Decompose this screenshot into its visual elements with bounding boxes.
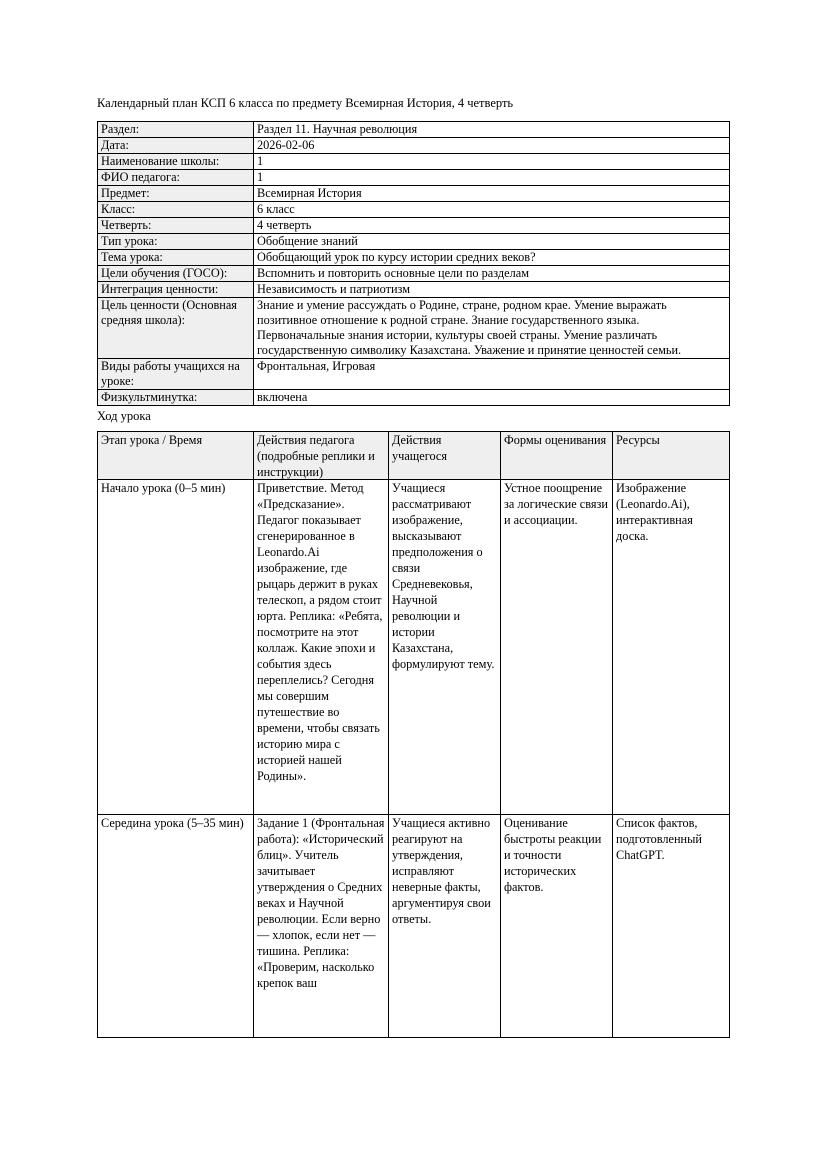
lesson-table-header-row [98,432,730,480]
info-row-value: Обобщение знаний [254,234,730,250]
info-row [98,250,730,266]
info-row-value: Обобщающий урок по курсу истории средних веков? [254,250,730,266]
info-row-value: Независимость и патриотизм [254,282,730,298]
info-row-value: 1 [254,154,730,170]
info-row-label: Наименование школы: [98,154,254,170]
column-header-student-actions: Действия учащегося [389,432,501,480]
info-row-value: 6 класс [254,202,730,218]
column-header-stage: Этап урока / Время [98,432,254,480]
page-title: Календарный план КСП 6 класса по предмету Всемирная История, 4 четверть [97,96,514,110]
lesson-stage-row [98,480,730,815]
info-row [98,298,730,359]
info-row-label: Тип урока: [98,234,254,250]
info-row-value: 2026-02-06 [254,138,730,154]
info-row-label: Раздел: [98,122,254,138]
info-row-value: 4 четверть [254,218,730,234]
info-row [98,359,730,390]
info-row-label: Цели обучения (ГОСО): [98,266,254,282]
info-row-value: Фронтальная, Игровая [254,359,730,390]
column-header-resources: Ресурсы [613,432,730,480]
info-row [98,266,730,282]
info-row-value: Всемирная История [254,186,730,202]
info-row [98,390,730,406]
info-row-label: Дата: [98,138,254,154]
info-row-value: 1 [254,170,730,186]
info-row-label: Виды работы учащихся на уроке: [98,359,254,390]
lesson-info-table [97,121,730,406]
info-row-label: Физкультминутка: [98,390,254,406]
student-actions-cell: Учащиеся активно реагируют на утверждения, исправляют неверные факты, аргументируя свои ответы. [389,815,501,1038]
info-row-label: Класс: [98,202,254,218]
info-row [98,218,730,234]
info-row [98,202,730,218]
info-row [98,234,730,250]
stage-cell: Середина урока (5–35 мин) [98,815,254,1038]
info-row [98,138,730,154]
assessment-cell: Оценивание быстроты реакции и точности исторических фактов. [501,815,613,1038]
info-row-label: Цель ценности (Основная средняя школа): [98,298,254,359]
teacher-actions-cell: Задание 1 (Фронтальная работа): «Исторический блиц». Учитель зачитывает утверждения о Средних веках и Научной революции. Если верно — хлопок, если нет — тишина. Реплика: «Проверим, насколько крепок ваш [254,815,389,1038]
info-row-label: Четверть: [98,218,254,234]
info-row-label: Предмет: [98,186,254,202]
lesson-flow-heading: Ход урока [97,409,151,423]
stage-cell: Начало урока (0–5 мин) [98,480,254,815]
lesson-stage-row [98,815,730,1038]
info-row-label: Тема урока: [98,250,254,266]
teacher-actions-cell: Приветствие. Метод «Предсказание». Педагог показывает сгенерированное в Leonardo.Ai изображение, где рыцарь держит в руках телескоп, а рядом стоит юрта. Реплика: «Ребята, посмотрите на этот коллаж. Какие эпохи и события здесь переплелись? Сегодня мы совершим путешествие во времени, чтобы связать историю мира с историей нашей Родины». [254,480,389,815]
resources-cell: Список фактов, подготовленный ChatGPT. [613,815,730,1038]
info-row-value: включена [254,390,730,406]
info-row [98,186,730,202]
resources-cell: Изображение (Leonardo.Ai), интерактивная доска. [613,480,730,815]
info-row [98,282,730,298]
column-header-assessment: Формы оценивания [501,432,613,480]
info-row [98,154,730,170]
info-row-value: Раздел 11. Научная революция [254,122,730,138]
info-row [98,122,730,138]
info-row-value: Знание и умение рассуждать о Родине, стране, родном крае. Умение выражать позитивное отношение к родной стране. Знание государственного языка. Первоначальные знания истории, культуры своей страны. Умение различать государственную символику Казахстана. Уважение и принятие ценностей семьи. [254,298,730,359]
info-row-label: ФИО педагога: [98,170,254,186]
info-row [98,170,730,186]
lesson-flow-table [97,431,730,1038]
assessment-cell: Устное поощрение за логические связи и ассоциации. [501,480,613,815]
info-row-value: Вспомнить и повторить основные цели по разделам [254,266,730,282]
student-actions-cell: Учащиеся рассматривают изображение, высказывают предположения о связи Средневековья, Научной революции и истории Казахстана, формулируют тему. [389,480,501,815]
info-row-label: Интеграция ценности: [98,282,254,298]
column-header-teacher-actions: Действия педагога (подробные реплики и инструкции) [254,432,389,480]
